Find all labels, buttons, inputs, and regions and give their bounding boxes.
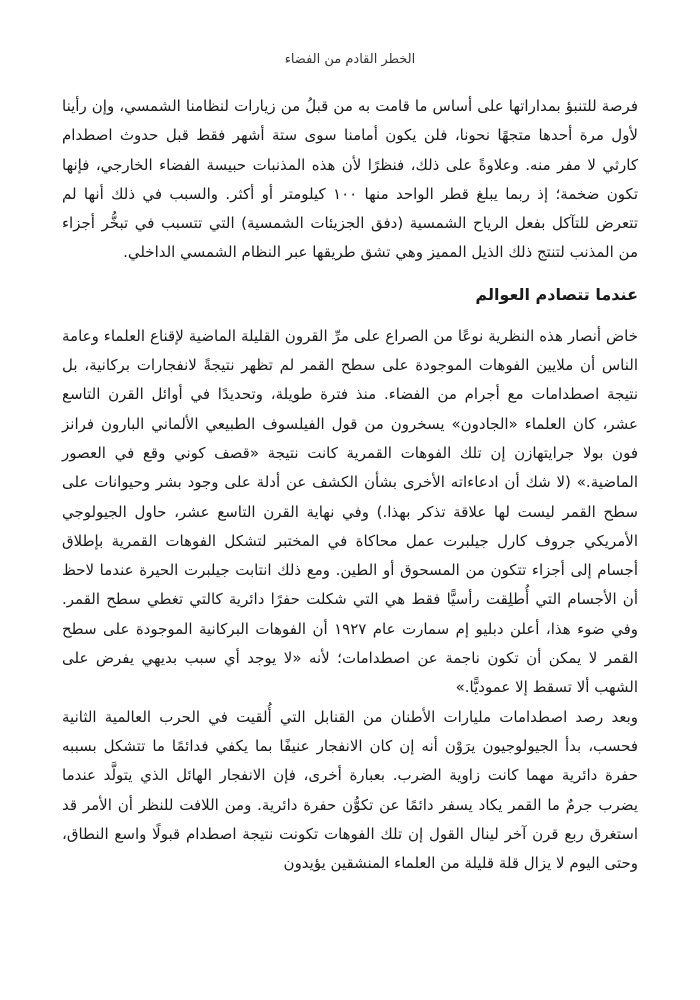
body-text [62,92,638,878]
running-header: الخطر القادم من الفضاء [284,52,416,67]
paragraph: فرصة للتنبؤ بمداراتها على أساس ما قامت به من قبلُ من زيارات لنظامنا الشمسي، وإن رأينا لأول مرة أحدها متجهًا نحونا، فلن يكون أمامنا سوى ستة أشهر فقط قبل حدوث اصطدام كارثي لا مفر منه. وعلاوةً على ذلك، فنظرًا لأن هذه المذنبات حبيسة الفضاء الخارجي، فإنها تكون ضخمة؛ إذ ربما يبلغ قطر الواحد منها ١٠٠ كيلومتر أو أكثر. والسبب في ذلك أنها لم تتعرض للتآكل بفعل الرياح الشمسية (دفق الجزيئات الشمسية) التي تتسبب في تبخُّر أجزاء من المذنب لتنتج ذلك الذيل المميز وهي تشق طريقها عبر النظام الشمسي الداخلي. [62,97,639,262]
paragraph: خاض أنصار هذه النظرية نوعًا من الصراع على مرِّ القرون القليلة الماضية لإقناع العلماء وعامة الناس أن ملايين الفوهات الموجودة على سطح القمر لم تظهر نتيجةً لانفجارات بركانية، بل نتيجة اصطدامات مع أجرام من الفضاء. منذ فترة طويلة، وتحديدًا في أوائل القرن التاسع عشر، كان العلماء «الجادون» يسخرون من قول الفيلسوف الطبيعي الألماني البارون فرانز فون بولا جرايتهازن إن تلك الفوهات القمرية كانت نتيجة «قصف كوني وقع في العصور الماضية.» (لا شك أن ادعاءاته الأخرى بشأن الكشف عن أدلة على وجود بشر وحيوانات على سطح القمر ليست لها علاقة تذكر بهذا.) وفي نهاية القرن التاسع عشر، حاول الجيولوجي الأمريكي جروف كارل جيلبرت عمل محاكاة في المختبر لتشكل الفوهات القمرية بإطلاق أجسام إلى أجزاء تتكون من المسحوق أو الطين. ومع ذلك انتابت جيلبرت الحيرة عندما لاحظ أن الأجسام التي أُطلِقت رأسيًّا فقط هي التي شكلت حفرًا دائرية كالتي تغطي سطح القمر. وفي ضوء هذا، أعلن دبليو إم سمارت عام ١٩٢٧ أن الفوهات البركانية الموجودة على سطح القمر لا يمكن أن تكون ناجمة عن اصطدامات؛ لأنه «لا يوجد أي سبب بديهي يفرض على الشهب ألا تسقط إلا عموديًّا.» [62,326,638,697]
section-heading: عندما تتصادم العوالم [475,284,638,304]
paragraph: وبعد رصد اصطدامات مليارات الأطنان من القنابل التي أُلقيت في الحرب العالمية الثانية فحسب، بدأ الجيولوجيون يرَوْن أنه إن كان الانفجار عنيفًا بما يكفي فدائمًا ما تتشكل بسببه حفرة دائرية مهما كانت زاوية الضرب. بعبارة أخرى، فإن الانفجار الهائل الذي يتولَّد عندما يضرب جرمٌ ما القمر يكاد يسفر دائمًا عن تكوُّن حفرة دائرية. ومن اللافت للنظر أن الأمر قد استغرق ربع قرن آخر لينال القول إن تلك الفوهات تكونت نتيجة اصطدام قبولًا واسع النطاق، وحتى اليوم لا يزال قلة قليلة من العلماء المنشقين يؤيدون [62,707,638,873]
